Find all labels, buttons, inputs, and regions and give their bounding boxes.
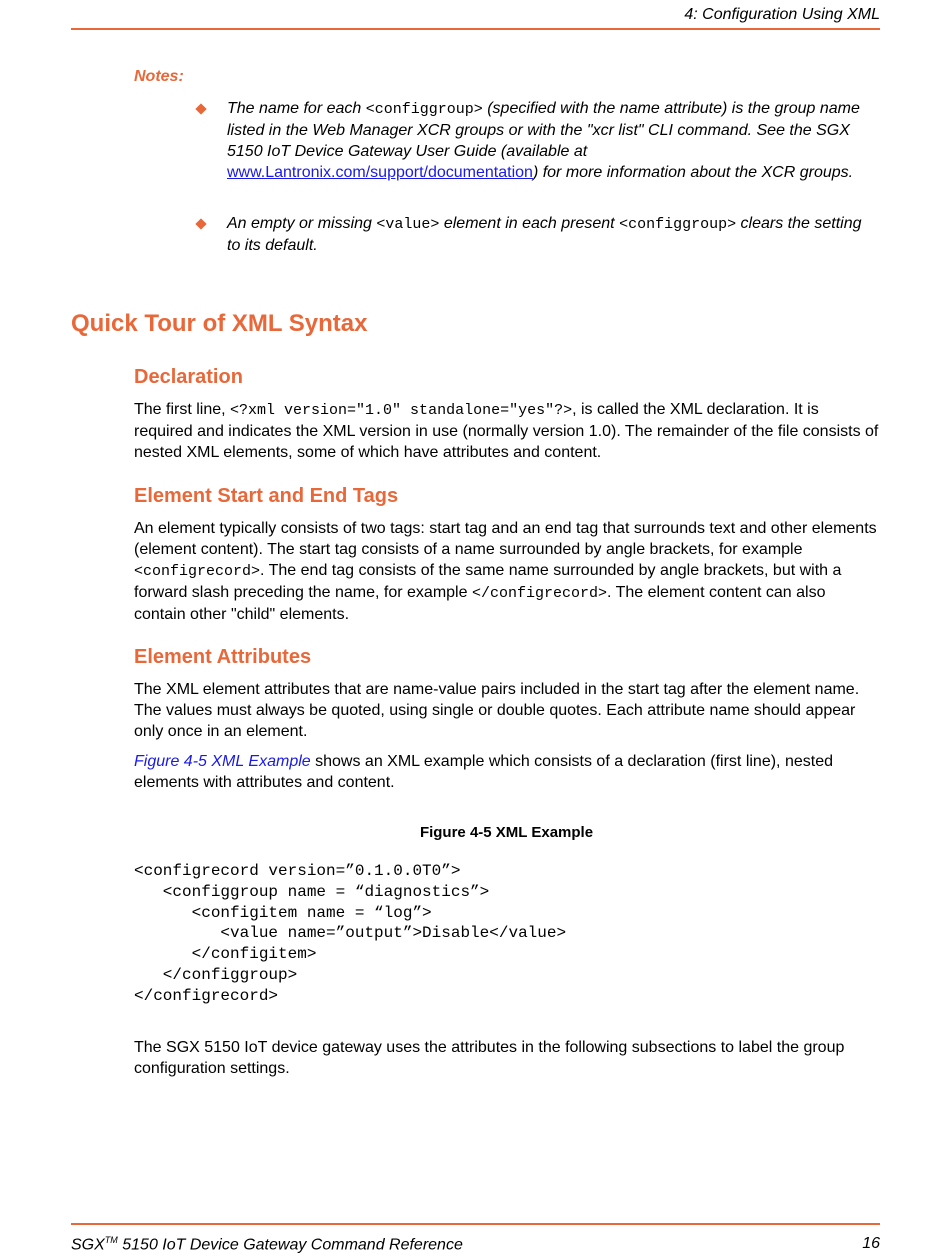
inline-code: <configgroup> xyxy=(619,216,737,233)
xml-code-example: <configrecord version=”0.1.0.0T0”> <configgroup name = “diagnostics”> <configitem name = “log”> <value name=”output”>Disable</value> </configitem> </configgroup> </configrecord> xyxy=(134,862,567,1005)
declaration-heading: Declaration xyxy=(134,366,243,388)
declaration-paragraph: The first line, <?xml version="1.0" standalone="yes"?>, is called the XML declaration. It is required and indicates the XML version in use (normally version 1.0). The remainder of the file consists of nested XML elements, some of which have attributes and content. xyxy=(134,401,879,461)
attributes-paragraph: The XML element attributes that are name-value pairs included in the start tag after the element name. The values must always be quoted, using single or double quotes. Each attribute name should appear only once in an element. xyxy=(134,681,860,740)
closing-paragraph: The SGX 5150 IoT device gateway uses the attributes in the following subsections to label the group configuration settings. xyxy=(134,1039,845,1077)
figure-link[interactable]: Figure 4-5 XML Example xyxy=(134,753,311,770)
documentation-link[interactable]: www.Lantronix.com/support/documentation xyxy=(227,164,533,181)
section-title: Quick Tour of XML Syntax xyxy=(71,310,368,337)
figure-reference-paragraph: Figure 4-5 XML Example shows an XML example which consists of a declaration (first line), nested elements with attributes and content. xyxy=(134,753,833,791)
page-number: 16 xyxy=(862,1235,880,1252)
tags-heading: Element Start and End Tags xyxy=(134,485,399,507)
footer-rule xyxy=(71,1223,880,1225)
inline-code: <?xml version="1.0" standalone="yes"?> xyxy=(230,402,573,419)
note-item: An empty or missing <value> element in each present <configgroup> clears the setting to its default. xyxy=(227,215,862,254)
notes-label: Notes: xyxy=(134,68,184,85)
attributes-heading: Element Attributes xyxy=(134,646,312,668)
inline-code: <configgroup> xyxy=(365,101,483,118)
inline-code: <value> xyxy=(376,216,440,233)
diamond-bullet-icon xyxy=(195,218,206,229)
header-rule xyxy=(71,28,880,30)
note-item: The name for each <configgroup> (specified with the name attribute) is the group name listed in the Web Manager XCR groups or with the "xcr list" CLI command. See the SGX 5150 IoT Device Gateway User Guide (available at www.Lantronix.com/support/documentation) for more information about the XCR groups. xyxy=(227,100,860,181)
inline-code: <configrecord> xyxy=(134,563,261,580)
footer-doc-title: SGX™ 5150 IoT Device Gateway Command Reference xyxy=(71,1235,463,1254)
inline-code: </configrecord> xyxy=(471,585,607,602)
diamond-bullet-icon xyxy=(195,103,206,114)
tags-paragraph: An element typically consists of two tags: start tag and an end tag that surrounds text and other elements (element content). The start tag consists of a name surrounded by angle brackets, for example <configrecord>. The end tag consists of the same name surrounded by angle brackets, but with a forward slash preceding the name, for example </configrecord>. The element content can also contain other "child" elements. xyxy=(134,520,877,623)
figure-caption: Figure 4-5 XML Example xyxy=(419,824,594,841)
chapter-title: 4: Configuration Using XML xyxy=(684,6,880,23)
